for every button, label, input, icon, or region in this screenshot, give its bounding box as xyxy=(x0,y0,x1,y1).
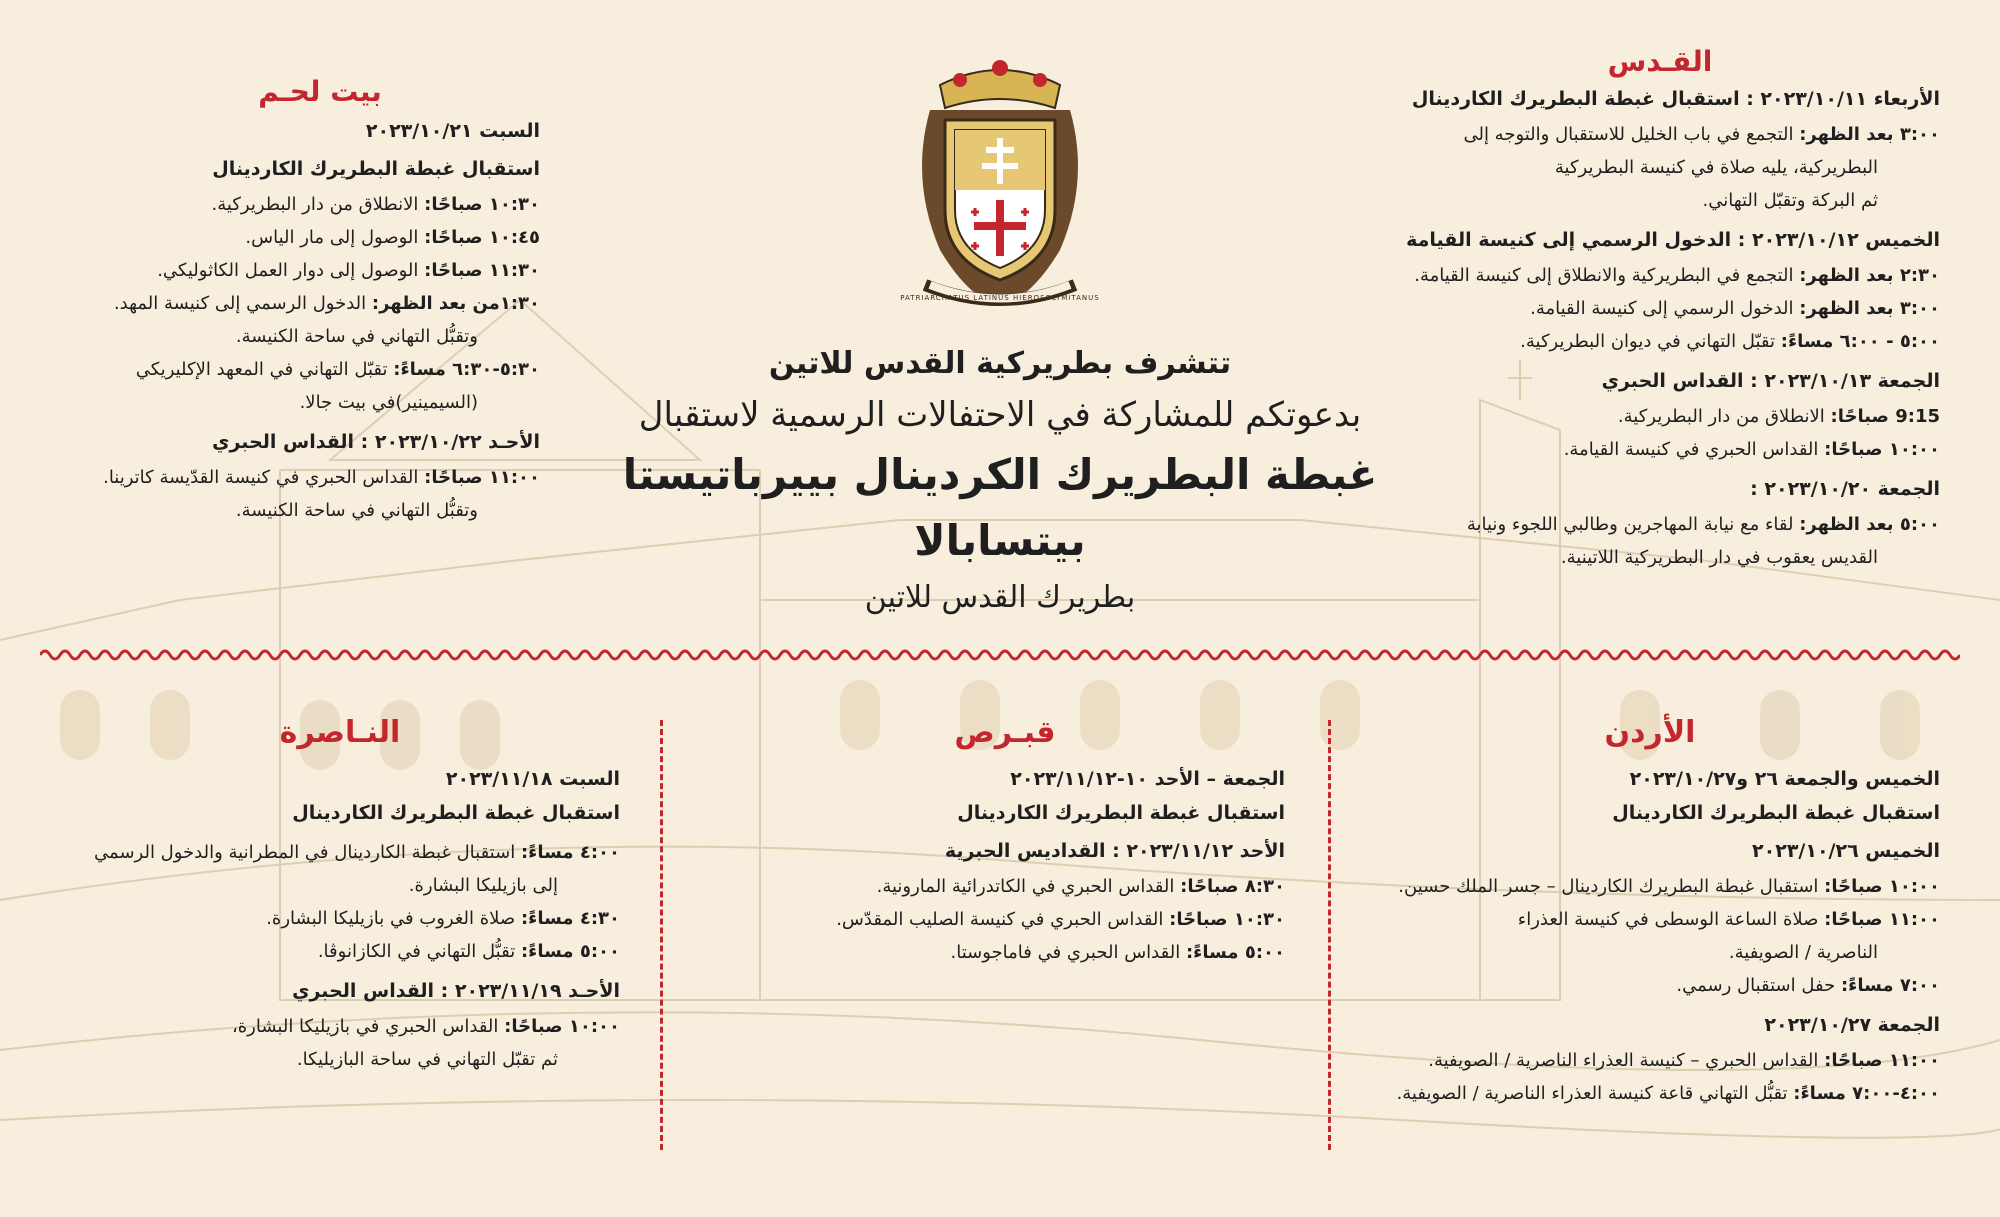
schedule-continuation: إلى بازيليكا البشارة. xyxy=(408,875,558,896)
schedule-continuation: وتقبُّل التهاني في ساحة الكنيسة. xyxy=(235,326,478,347)
schedule-text: التجمع في البطريركية والانطلاق إلى كنيسة القيامة. xyxy=(1414,265,1800,286)
schedule-date: الجمعة ٢٠٢٣/١٠/٢٧ xyxy=(1764,1014,1940,1036)
schedule-line xyxy=(100,188,540,221)
header-line-2: بدعوتكم للمشاركة في الاحتفالات الرسمية لاستقبال xyxy=(638,395,1362,435)
schedule-time: ١٠:٠٠ صباحًا: xyxy=(1824,439,1940,460)
schedule-time: ٤:٣٠ مساءً: xyxy=(520,908,620,929)
schedule-continuation: ثم تقبّل التهاني في ساحة البازيليكا. xyxy=(296,1049,558,1070)
schedule-subtitle: استقبال غبطة البطريرك الكاردينال xyxy=(1612,802,1940,824)
schedule-time: ٢:٣٠ بعد الظهر: xyxy=(1799,265,1940,286)
schedule-time: ٧:٠٠ مساءً: xyxy=(1840,975,1940,996)
schedule-date: الجمعة ٢٠٢٣/١٠/١٣ : القداس الحبري xyxy=(1601,370,1940,392)
schedule-line xyxy=(725,936,1285,969)
schedule-text: القداس الحبري في كنيسة القيامة. xyxy=(1563,439,1825,460)
section-title-bethlehem: بيت لحـم xyxy=(258,75,382,108)
schedule-text: الوصول إلى مار الياس. xyxy=(245,227,425,248)
schedule-date: الخميس ٢٠٢٣/١٠/١٢ : الدخول الرسمي إلى كنيسة القيامة xyxy=(1406,229,1940,251)
schedule-line xyxy=(100,221,540,254)
schedule-text: تقبُّل التهاني قاعة كنيسة العذراء الناصرية / الصويفية. xyxy=(1396,1083,1794,1104)
header-line-3: غبطة البطريرك الكردينال بييرباتيستا بيتسابالا xyxy=(622,450,1378,565)
schedule-line xyxy=(1380,118,1940,151)
section-title-cyprus: قبـرص xyxy=(954,715,1056,750)
schedule-line xyxy=(60,836,620,869)
section-title-jerusalem: القـدس xyxy=(1607,45,1713,78)
schedule-continuation: ثم البركة وتقبّل التهاني. xyxy=(1702,190,1878,211)
schedule-line xyxy=(1380,508,1940,541)
schedule-line xyxy=(725,903,1285,936)
schedule-time: ١١:٠٠ صباحًا: xyxy=(1824,1050,1940,1071)
schedule-line xyxy=(1360,1044,1940,1077)
schedule-time: ٨:٣٠ صباحًا: xyxy=(1180,876,1285,897)
schedule-time: ١١:٠٠ صباحًا: xyxy=(1824,909,1940,930)
schedule-text: تقبّل التهاني في ديوان البطريركية. xyxy=(1520,331,1781,352)
schedule-text: التجمع في باب الخليل للاستقبال والتوجه إلى xyxy=(1463,124,1800,145)
schedule-line xyxy=(100,353,540,386)
schedule-line xyxy=(1360,870,1940,903)
schedule-text: حفل استقبال رسمي. xyxy=(1676,975,1841,996)
schedule-date: الجمعة ٢٠٢٣/١٠/٢٠ : xyxy=(1750,478,1940,500)
schedule-date: الأحد ٢٠٢٣/١١/١٢ : القداديس الحبرية xyxy=(944,840,1285,862)
schedule-time: ٥:٠٠ بعد الظهر: xyxy=(1799,514,1940,535)
schedule-subtitle: استقبال غبطة البطريرك الكاردينال xyxy=(292,802,620,824)
schedule-subtitle: استقبال غبطة البطريرك الكاردينال xyxy=(957,802,1285,824)
schedule-time: ١٠:٠٠ صباحًا: xyxy=(504,1016,620,1037)
schedule-line xyxy=(100,254,540,287)
schedule-date: الأحـد ٢٠٢٣/١١/١٩ : القداس الحبري xyxy=(292,980,620,1002)
schedule-time: ١٠:٤٥ صباحًا: xyxy=(424,227,540,248)
schedule-date: الأحـد ٢٠٢٣/١٠/٢٢ : القداس الحبري xyxy=(212,431,540,453)
schedule-line xyxy=(725,870,1285,903)
schedule-line xyxy=(60,1010,620,1043)
header-line-1: تتشرف بطريركية القدس للاتين xyxy=(768,346,1232,381)
schedule-line xyxy=(1380,325,1940,358)
schedule-time: ١٠:٣٠ صباحًا: xyxy=(1169,909,1285,930)
schedule-text: القداس الحبري في بازيليكا البشارة، xyxy=(231,1016,505,1037)
section-bethlehem xyxy=(100,75,540,527)
schedule-time: ١١:٣٠ صباحًا: xyxy=(424,260,540,281)
schedule-line xyxy=(1360,903,1940,936)
schedule-time: ٣:٠٠ بعد الظهر: xyxy=(1799,298,1940,319)
schedule-text: استقبال غبطة البطريرك الكاردينال – جسر الملك حسين. xyxy=(1398,876,1825,897)
section-jerusalem xyxy=(1380,45,1940,574)
header-line-4: بطريرك القدس للاتين xyxy=(864,580,1136,615)
schedule-line xyxy=(100,287,540,320)
schedule-date: استقبال غبطة البطريرك الكاردينال xyxy=(212,158,540,180)
schedule-text: لقاء مع نيابة المهاجرين وطالبي اللجوء ونيابة xyxy=(1466,514,1800,535)
section-jordan xyxy=(1360,715,1940,1110)
schedule-text: القداس الحبري في كنيسة القدّيسة كاترينا. xyxy=(103,467,425,488)
schedule-time: ١٠:٣٠ صباحًا: xyxy=(424,194,540,215)
schedule-text: الانطلاق من دار البطريركية. xyxy=(1617,406,1831,427)
column-divider-right xyxy=(1328,720,1331,1150)
schedule-text: الدخول الرسمي إلى كنيسة المهد. xyxy=(113,293,372,314)
schedule-time: 9:15 صباحًا: xyxy=(1830,406,1940,427)
schedule-time: ١:٣٠من بعد الظهر: xyxy=(371,293,540,314)
schedule-text: القداس الحبري – كنيسة العذراء الناصرية / الصويفية. xyxy=(1428,1050,1825,1071)
schedule-line xyxy=(1380,433,1940,466)
schedule-line xyxy=(1380,400,1940,433)
schedule-time: ٥:٠٠ مساءً: xyxy=(520,941,620,962)
schedule-continuation: (السيمينير)في بيت جالا. xyxy=(299,392,478,413)
schedule-text: القداس الحبري في فاماجوستا. xyxy=(950,942,1186,963)
schedule-continuation: وتقبُّل التهاني في ساحة الكنيسة. xyxy=(235,500,478,521)
schedule-text: استقبال غبطة الكاردينال في المطرانية والدخول الرسمي xyxy=(94,842,521,863)
schedule-date: السبت ٢٠٢٣/١٠/٢١ xyxy=(365,120,540,142)
patriarchate-emblem xyxy=(900,50,1100,310)
schedule-time: ٥:٣٠-٦:٣٠ مساءً: xyxy=(393,359,540,380)
schedule-line xyxy=(60,902,620,935)
schedule-text: الوصول إلى دوار العمل الكاثوليكي. xyxy=(157,260,425,281)
schedule-text: الدخول الرسمي إلى كنيسة القيامة. xyxy=(1530,298,1800,319)
schedule-time: ٤:٠٠ مساءً: xyxy=(520,842,620,863)
section-title-jordan: الأردن xyxy=(1604,715,1696,750)
section-cyprus xyxy=(725,715,1285,969)
schedule-text: القداس الحبري في كنيسة الصليب المقدّس. xyxy=(836,909,1170,930)
schedule-time: ٥:٠٠ - ٦:٠٠ مساءً: xyxy=(1780,331,1940,352)
invitation-header xyxy=(560,340,1440,622)
schedule-date: الجمعة – الأحد ١٠-٢٠٢٣/١١/١٢ xyxy=(1010,768,1285,790)
schedule-text: صلاة الساعة الوسطى في كنيسة العذراء xyxy=(1517,909,1825,930)
schedule-line xyxy=(1360,969,1940,1002)
schedule-text: القداس الحبري في الكاتدرائية المارونية. xyxy=(876,876,1181,897)
schedule-time: ١٠:٠٠ صباحًا: xyxy=(1824,876,1940,897)
schedule-date: الخميس ٢٠٢٣/١٠/٢٦ xyxy=(1752,840,1940,862)
schedule-continuation: البطريركية، يليه صلاة في كنيسة البطريركية xyxy=(1554,157,1878,178)
schedule-line xyxy=(100,461,540,494)
schedule-date: الخميس والجمعة ٢٦ و٢٠٢٣/١٠/٢٧ xyxy=(1629,768,1940,790)
emblem-motto: PATRIARCHATUS LATINUS HIEROSOLYMITANUS xyxy=(900,294,1100,302)
schedule-continuation: الناصرية / الصويفية. xyxy=(1728,942,1878,963)
schedule-time: ١١:٠٠ صباحًا: xyxy=(424,467,540,488)
schedule-text: تقبُّل التهاني في الكازانوڤا. xyxy=(317,941,521,962)
schedule-time: ٥:٠٠ مساءً: xyxy=(1185,942,1285,963)
schedule-text: الانطلاق من دار البطريركية. xyxy=(211,194,425,215)
section-title-nazareth: النـاصرة xyxy=(279,715,401,750)
schedule-date: الأربعاء ٢٠٢٣/١٠/١١ : استقبال غبطة البطريرك الكاردينال xyxy=(1411,88,1940,110)
schedule-time: ٤:٠٠-٧:٠٠ مساءً: xyxy=(1793,1083,1940,1104)
schedule-line xyxy=(60,935,620,968)
section-nazareth xyxy=(60,715,620,1076)
schedule-date: السبت ٢٠٢٣/١١/١٨ xyxy=(445,768,620,790)
schedule-line xyxy=(1380,259,1940,292)
wavy-divider xyxy=(40,645,1960,665)
schedule-time: ٣:٠٠ بعد الظهر: xyxy=(1799,124,1940,145)
schedule-continuation: القديس يعقوب في دار البطريركية اللاتينية. xyxy=(1560,547,1878,568)
schedule-text: صلاة الغروب في بازيليكا البشارة. xyxy=(266,908,521,929)
schedule-line xyxy=(1380,292,1940,325)
schedule-text: تقبّل التهاني في المعهد الإكليريكي xyxy=(135,359,394,380)
column-divider-left xyxy=(660,720,663,1150)
schedule-line xyxy=(1360,1077,1940,1110)
